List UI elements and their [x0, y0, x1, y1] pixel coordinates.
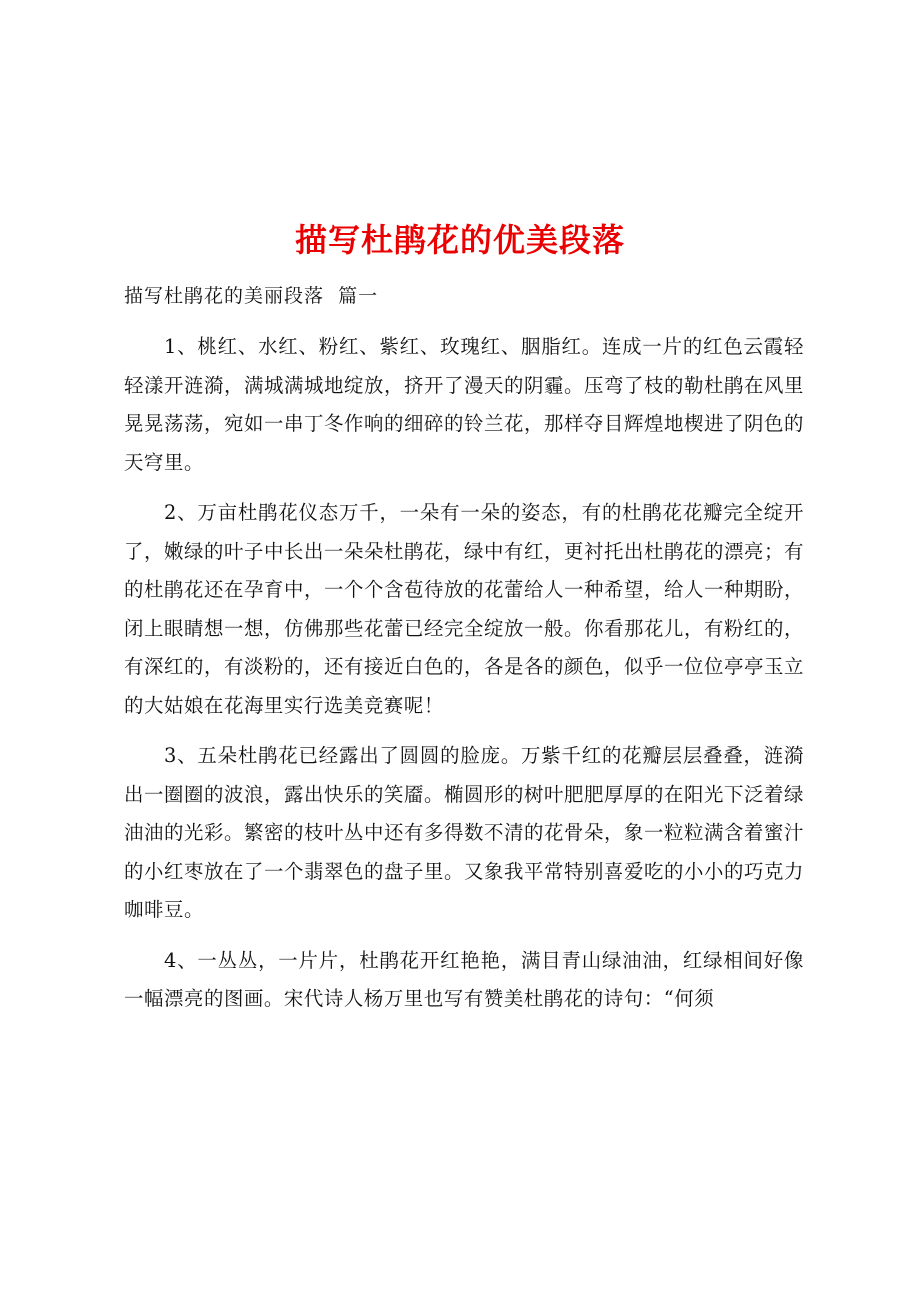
- paragraph-2: 2、万亩杜鹃花仪态万千，一朵有一朵的姿态，有的杜鹃花花瓣完全绽开了，嫩绿的叶子中长出一朵朵杜鹃花，绿中有红，更衬托出杜鹃花的漂亮；有的杜鹃花还在孕育中，一个个含苞待放的花蕾给人一种希望，给人一种期盼，闭上眼睛想一想，仿佛那些花蕾已经完全绽放一般。你看那花儿，有粉红的，有深红的，有淡粉的，还有接近白色的，各是各的颜色，似乎一位位亭亭玉立的大姑娘在花海里实行选美竞赛呢！: [124, 501, 804, 717]
- paragraph-4: 4、一丛丛，一片片，杜鹃花开红艳艳，满目青山绿油油，红绿相间好像一幅漂亮的图画。宋代诗人杨万里也写有赞美杜鹃花的诗句：“何须: [124, 948, 804, 1010]
- paragraph-1: 1、桃红、水红、粉红、紫红、玫瑰红、胭脂红。连成一片的红色云霞轻轻漾开涟漪，满城满城地绽放，挤开了漫天的阴霾。压弯了枝的勒杜鹃在风里晃晃荡荡，宛如一串丁冬作响的细碎的铃兰花，那样夺目辉煌地楔进了阴色的天穹里。: [124, 335, 804, 474]
- section-heading: 描写杜鹃花的美丽段落 篇一: [124, 285, 379, 307]
- document-title: 描写杜鹃花的优美段落: [294, 221, 625, 260]
- document-body: [124, 328, 804, 1031]
- paragraph-3: 3、五朵杜鹃花已经露出了圆圆的脸庞。万紫千红的花瓣层层叠叠，涟漪出一圈圈的波浪，露出快乐的笑靥。椭圆形的树叶肥肥厚厚的在阳光下泛着绿油油的光彩。繁密的枝叶丛中还有多得数不清的花骨朵，象一粒粒满含着蜜汁的小红枣放在了一个翡翠色的盘子里。又象我平常特别喜爱吃的小小的巧克力咖啡豆。: [124, 744, 804, 921]
